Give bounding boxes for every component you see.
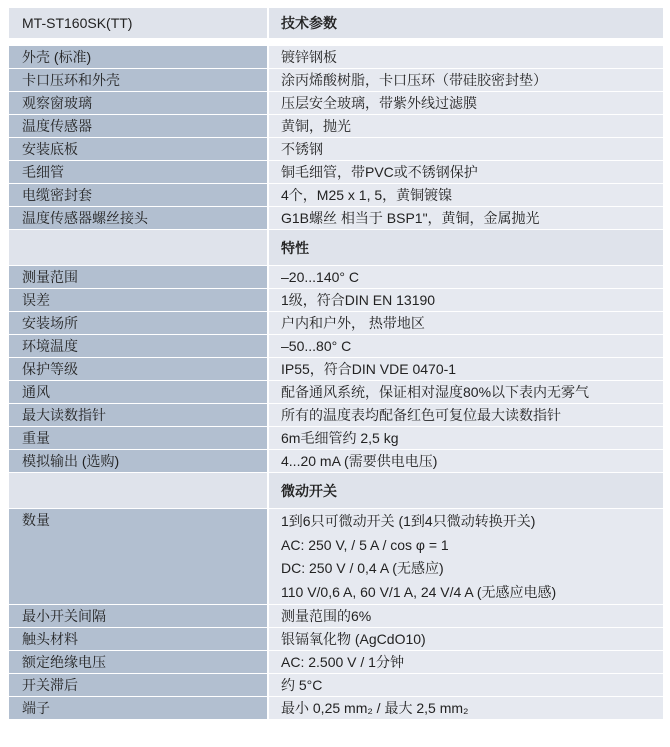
row-label: 最小开关间隔 [9, 605, 267, 627]
row-value: 4...20 mA (需要供电电压) [269, 450, 663, 472]
row-value: 铜毛细管，带PVC或不锈钢保护 [269, 161, 663, 183]
row-value-multiline [269, 509, 663, 604]
row-label: 卡口压环和外壳 [9, 69, 267, 91]
table-row [9, 697, 663, 720]
row-label: 模拟输出 (选购) [9, 450, 267, 472]
row-label: 外壳 (标准) [9, 46, 267, 68]
row-value: 最小 0,25 mm₂ / 最大 2,5 mm₂ [269, 697, 663, 719]
row-value: –20...140° C [269, 266, 663, 288]
row-label: 开关滞后 [9, 674, 267, 696]
row-label: 重量 [9, 427, 267, 449]
row-label: 环境温度 [9, 335, 267, 357]
row-value: 不锈钢 [269, 138, 663, 160]
row-value: IP55，符合DIN VDE 0470-1 [269, 358, 663, 380]
table-row [9, 69, 663, 92]
model-name: MT-ST160SK(TT) [9, 8, 267, 38]
row-label: 温度传感器螺丝接头 [9, 207, 267, 229]
table-row [9, 427, 663, 450]
table-row [9, 605, 663, 628]
row-value: 镀锌钢板 [269, 46, 663, 68]
row-value: 配备通风系统，保证相对湿度80%以下表内无雾气 [269, 381, 663, 403]
row-value: G1B螺丝 相当于 BSP1"，黄铜，金属抛光 [269, 207, 663, 229]
section-title-features: 特性 [269, 230, 663, 265]
row-value: 约 5°C [269, 674, 663, 696]
table-row [9, 92, 663, 115]
table-row [9, 628, 663, 651]
section-header-features [9, 230, 663, 266]
table-row [9, 289, 663, 312]
row-label: 端子 [9, 697, 267, 719]
row-value: 6m毛细管约 2,5 kg [269, 427, 663, 449]
row-label: 保护等级 [9, 358, 267, 380]
table-row [9, 404, 663, 427]
row-value: 4个，M25 x 1, 5，黄铜镀镍 [269, 184, 663, 206]
table-row [9, 312, 663, 335]
table-row [9, 161, 663, 184]
spec-table [9, 8, 663, 720]
row-label: 数量 [9, 509, 267, 604]
row-label: 触头材料 [9, 628, 267, 650]
row-label: 温度传感器 [9, 115, 267, 137]
row-value-line: 1到6只可微动开关 (1到4只微动转换开关) [281, 512, 536, 529]
row-value-line: 110 V/0,6 A, 60 V/1 A, 24 V/4 A (无感应电感) [281, 584, 557, 601]
table-row [9, 358, 663, 381]
row-value: 银镉氧化物 (AgCdO10) [269, 628, 663, 650]
row-label: 误差 [9, 289, 267, 311]
row-value: 测量范围的6% [269, 605, 663, 627]
table-row [9, 450, 663, 473]
row-value: 压层安全玻璃，带紫外线过滤膜 [269, 92, 663, 114]
section-header-switch [9, 473, 663, 509]
table-row [9, 381, 663, 404]
row-label: 毛细管 [9, 161, 267, 183]
table-row [9, 335, 663, 358]
row-label: 电缆密封套 [9, 184, 267, 206]
table-header-row [9, 8, 663, 39]
section-title-switch: 微动开关 [269, 473, 663, 508]
table-row [9, 651, 663, 674]
table-row-switch-count [9, 509, 663, 605]
table-row [9, 138, 663, 161]
row-value-line: AC: 250 V, / 5 A / cos φ = 1 [281, 536, 449, 553]
table-row [9, 115, 663, 138]
section-title-tech: 技术参数 [269, 8, 663, 38]
row-value: 所有的温度表均配备红色可复位最大读数指针 [269, 404, 663, 426]
row-label: 最大读数指针 [9, 404, 267, 426]
row-value: 1级，符合DIN EN 13190 [269, 289, 663, 311]
row-value: 户内和户外， 热带地区 [269, 312, 663, 334]
row-value: –50...80° C [269, 335, 663, 357]
row-value: 涂丙烯酸树脂，卡口压环（带硅胶密封垫） [269, 69, 663, 91]
row-value: AC: 2.500 V / 1分钟 [269, 651, 663, 673]
row-label: 额定绝缘电压 [9, 651, 267, 673]
row-label: 测量范围 [9, 266, 267, 288]
row-label: 观察窗玻璃 [9, 92, 267, 114]
table-row [9, 184, 663, 207]
table-row [9, 207, 663, 230]
row-value: 黄铜，抛光 [269, 115, 663, 137]
row-label: 安装场所 [9, 312, 267, 334]
table-row [9, 266, 663, 289]
table-row [9, 46, 663, 69]
row-value-line: DC: 250 V / 0,4 A (无感应) [281, 560, 444, 577]
row-label: 安装底板 [9, 138, 267, 160]
row-label: 通风 [9, 381, 267, 403]
table-row [9, 674, 663, 697]
